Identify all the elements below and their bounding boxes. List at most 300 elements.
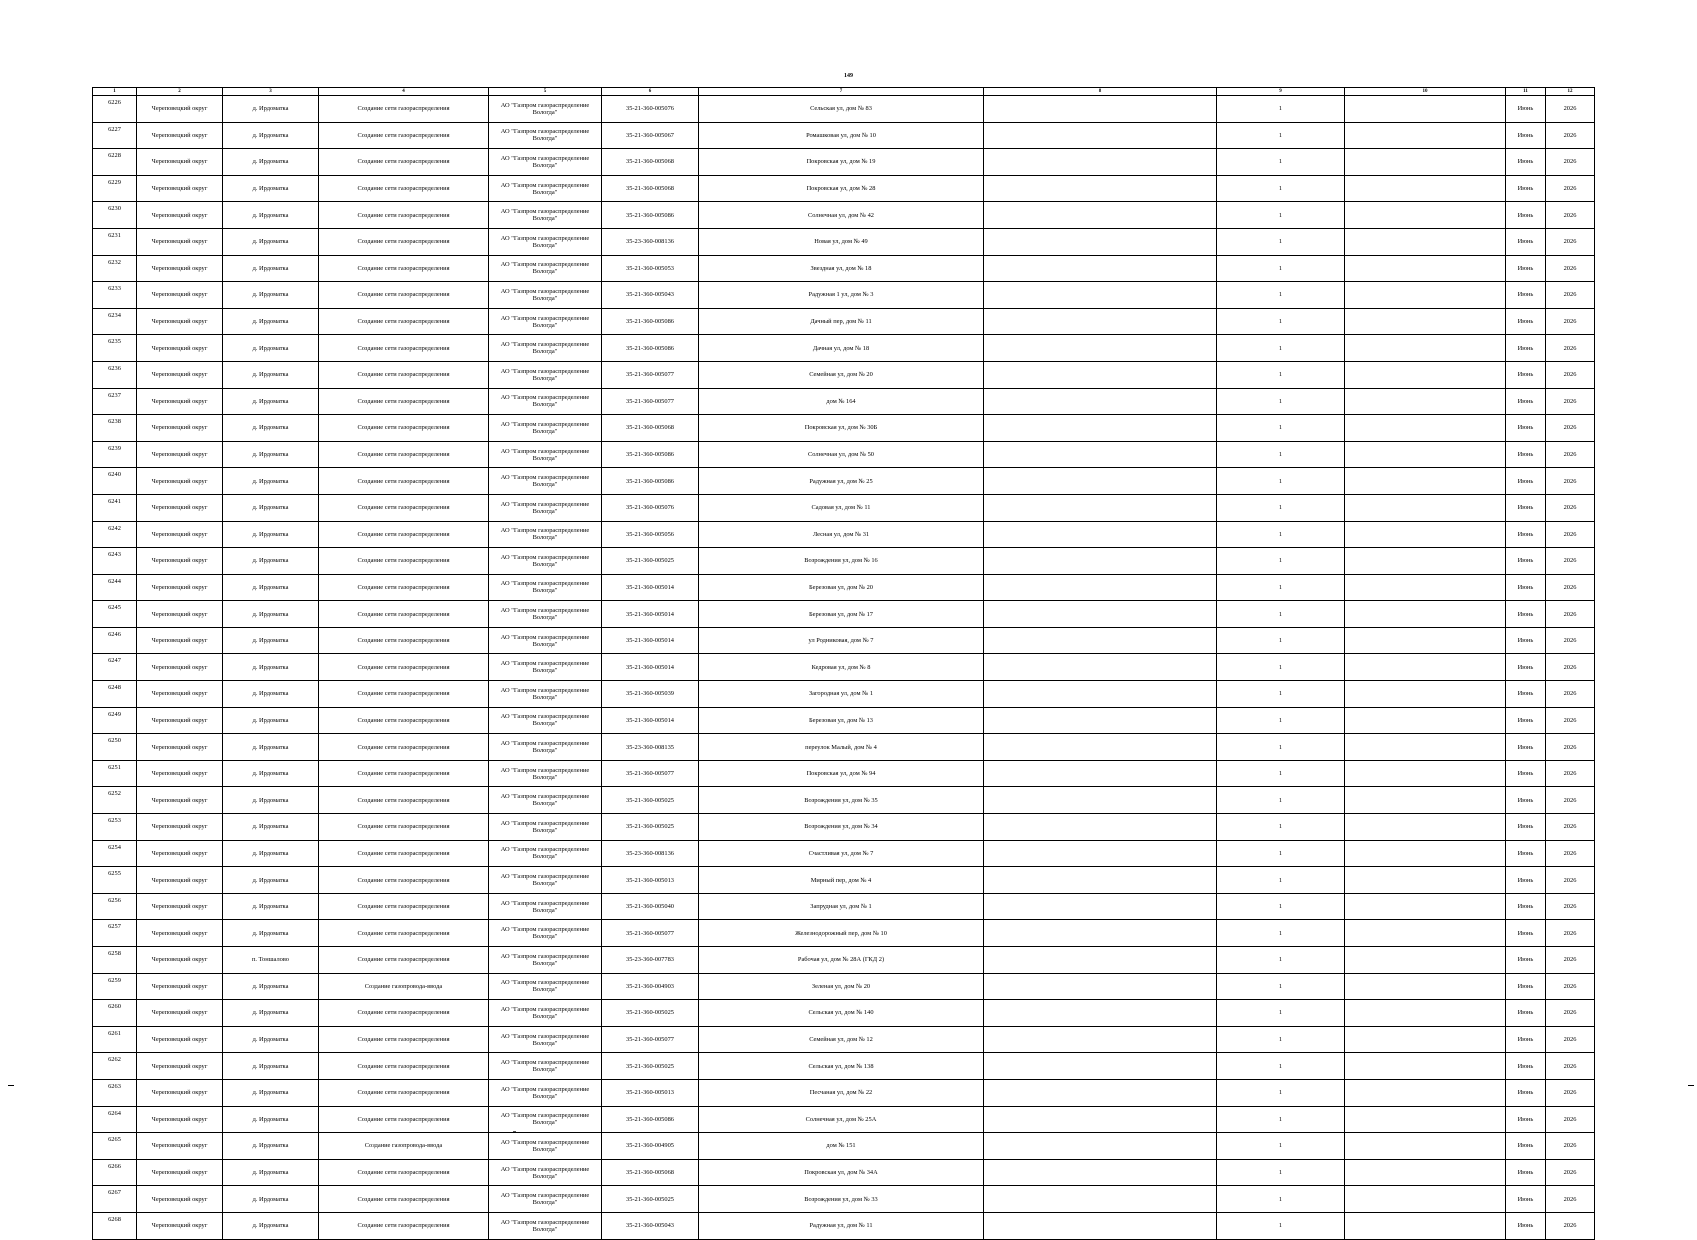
month-cell: Июнь [1506, 388, 1546, 415]
locality-cell: д. Ирдоматка [223, 149, 319, 176]
address-cell: ул Родниковая, дом № 7 [699, 627, 984, 654]
column-number-row [93, 88, 1595, 96]
address-cell: Дачный пер, дом № 11 [699, 308, 984, 335]
work-type-cell: Создание сети газораспределения [319, 1053, 489, 1080]
cadastral-number-cell: 35-21-360-005076 [602, 96, 699, 123]
cadastral-number-cell: 35-21-360-005025 [602, 814, 699, 841]
locality-cell: д. Ирдоматка [223, 415, 319, 442]
row-number-cell: 6246 [93, 627, 137, 654]
organization-cell: АО "Газпром газораспределение Вологда" [489, 707, 602, 734]
empty-cell [984, 973, 1217, 1000]
district-cell: Череповецкий округ [137, 681, 223, 708]
month-cell: Июнь [1506, 175, 1546, 202]
year-cell: 2026 [1546, 1186, 1595, 1213]
district-cell: Череповецкий округ [137, 1000, 223, 1027]
year-cell: 2026 [1546, 548, 1595, 575]
table-row [93, 122, 1595, 149]
work-type-cell: Создание сети газораспределения [319, 734, 489, 761]
empty-cell [1345, 388, 1506, 415]
locality-cell: д. Ирдоматка [223, 441, 319, 468]
cadastral-number-cell: 35-21-360-005013 [602, 867, 699, 894]
empty-cell [1345, 681, 1506, 708]
month-cell: Июнь [1506, 654, 1546, 681]
quantity-cell: 1 [1217, 1106, 1345, 1133]
district-cell: Череповецкий округ [137, 787, 223, 814]
organization-cell: АО "Газпром газораспределение Вологда" [489, 282, 602, 309]
locality-cell: д. Ирдоматка [223, 787, 319, 814]
table-row [93, 388, 1595, 415]
address-cell: переулок Малый, дом № 4 [699, 734, 984, 761]
organization-cell: АО "Газпром газораспределение Вологда" [489, 255, 602, 282]
work-type-cell: Создание сети газораспределения [319, 122, 489, 149]
organization-cell: АО "Газпром газораспределение Вологда" [489, 149, 602, 176]
district-cell: Череповецкий округ [137, 441, 223, 468]
empty-cell [1345, 282, 1506, 309]
cadastral-number-cell: 35-23-360-008136 [602, 840, 699, 867]
empty-cell [984, 1000, 1217, 1027]
work-type-cell: Создание сети газораспределения [319, 840, 489, 867]
quantity-cell: 1 [1217, 654, 1345, 681]
table-row [93, 574, 1595, 601]
empty-cell [1345, 228, 1506, 255]
address-cell: Березовая ул, дом № 20 [699, 574, 984, 601]
organization-cell: АО "Газпром газораспределение Вологда" [489, 787, 602, 814]
empty-cell [1345, 548, 1506, 575]
year-cell: 2026 [1546, 1079, 1595, 1106]
empty-cell [1345, 494, 1506, 521]
cadastral-number-cell: 35-23-360-007783 [602, 947, 699, 974]
row-number-cell: 6267 [93, 1186, 137, 1213]
row-number-cell: 6256 [93, 893, 137, 920]
row-number-cell: 6236 [93, 361, 137, 388]
district-cell: Череповецкий округ [137, 760, 223, 787]
table-row [93, 202, 1595, 229]
district-cell: Череповецкий округ [137, 1053, 223, 1080]
table-row [93, 601, 1595, 628]
address-cell: Покровская ул, дом № 19 [699, 149, 984, 176]
quantity-cell: 1 [1217, 468, 1345, 495]
district-cell: Череповецкий округ [137, 654, 223, 681]
organization-cell: АО "Газпром газораспределение Вологда" [489, 1026, 602, 1053]
table-row [93, 1159, 1595, 1186]
district-cell: Череповецкий округ [137, 627, 223, 654]
address-cell: Лесная ул, дом № 31 [699, 521, 984, 548]
address-cell: Кедровая ул, дом № 8 [699, 654, 984, 681]
locality-cell: д. Ирдоматка [223, 893, 319, 920]
locality-cell: д. Ирдоматка [223, 548, 319, 575]
empty-cell [984, 867, 1217, 894]
cadastral-number-cell: 35-21-360-005014 [602, 601, 699, 628]
month-cell: Июнь [1506, 814, 1546, 841]
month-cell: Июнь [1506, 441, 1546, 468]
row-number-cell: 6230 [93, 202, 137, 229]
organization-cell: АО "Газпром газораспределение Вологда" [489, 415, 602, 442]
empty-cell [984, 574, 1217, 601]
row-number-cell: 6263 [93, 1079, 137, 1106]
year-cell: 2026 [1546, 867, 1595, 894]
month-cell: Июнь [1506, 574, 1546, 601]
locality-cell: д. Ирдоматка [223, 734, 319, 761]
locality-cell: д. Ирдоматка [223, 1133, 319, 1160]
row-number-cell: 6249 [93, 707, 137, 734]
table-row [93, 255, 1595, 282]
table-row [93, 920, 1595, 947]
organization-cell: АО "Газпром газораспределение Вологда" [489, 893, 602, 920]
locality-cell: д. Ирдоматка [223, 1026, 319, 1053]
organization-cell: АО "Газпром газораспределение Вологда" [489, 654, 602, 681]
locality-cell: д. Ирдоматка [223, 601, 319, 628]
address-cell: Зеленая ул, дом № 20 [699, 973, 984, 1000]
month-cell: Июнь [1506, 255, 1546, 282]
work-type-cell: Создание сети газораспределения [319, 308, 489, 335]
empty-cell [1345, 122, 1506, 149]
empty-cell [1345, 707, 1506, 734]
cadastral-number-cell: 35-21-360-005043 [602, 282, 699, 309]
quantity-cell: 1 [1217, 415, 1345, 442]
organization-cell: АО "Газпром газораспределение Вологда" [489, 973, 602, 1000]
month-cell: Июнь [1506, 734, 1546, 761]
work-type-cell: Создание сети газораспределения [319, 1000, 489, 1027]
cadastral-number-cell: 35-21-360-005014 [602, 627, 699, 654]
work-type-cell: Создание сети газораспределения [319, 415, 489, 442]
month-cell: Июнь [1506, 415, 1546, 442]
quantity-cell: 1 [1217, 202, 1345, 229]
work-type-cell: Создание сети газораспределения [319, 521, 489, 548]
column-number: 3 [223, 88, 319, 96]
address-cell: Солнечная ул, дом № 42 [699, 202, 984, 229]
address-cell: Звездная ул, дом № 18 [699, 255, 984, 282]
locality-cell: д. Ирдоматка [223, 202, 319, 229]
column-number: 4 [319, 88, 489, 96]
table-row [93, 521, 1595, 548]
empty-cell [984, 734, 1217, 761]
month-cell: Июнь [1506, 787, 1546, 814]
table-row [93, 1133, 1595, 1160]
year-cell: 2026 [1546, 760, 1595, 787]
locality-cell: д. Ирдоматка [223, 255, 319, 282]
work-type-cell: Создание сети газораспределения [319, 627, 489, 654]
cadastral-number-cell: 35-23-360-008135 [602, 734, 699, 761]
organization-cell: АО "Газпром газораспределение Вологда" [489, 1053, 602, 1080]
quantity-cell: 1 [1217, 388, 1345, 415]
organization-cell: АО "Газпром газораспределение Вологда" [489, 1133, 602, 1160]
address-cell: Радужная 1 ул, дом № 3 [699, 282, 984, 309]
locality-cell: д. Ирдоматка [223, 335, 319, 362]
table-row [93, 1026, 1595, 1053]
year-cell: 2026 [1546, 920, 1595, 947]
registry-table [92, 87, 1595, 1240]
empty-cell [984, 149, 1217, 176]
organization-cell: АО "Газпром газораспределение Вологда" [489, 441, 602, 468]
locality-cell: д. Ирдоматка [223, 574, 319, 601]
district-cell: Череповецкий округ [137, 574, 223, 601]
table-row [93, 468, 1595, 495]
quantity-cell: 1 [1217, 282, 1345, 309]
year-cell: 2026 [1546, 1000, 1595, 1027]
month-cell: Июнь [1506, 973, 1546, 1000]
address-cell: Радужная ул, дом № 25 [699, 468, 984, 495]
quantity-cell: 1 [1217, 122, 1345, 149]
work-type-cell: Создание сети газораспределения [319, 468, 489, 495]
address-cell: Сельская ул, дом № 83 [699, 96, 984, 123]
empty-cell [1345, 574, 1506, 601]
month-cell: Июнь [1506, 1159, 1546, 1186]
work-type-cell: Создание газопровода-ввода [319, 1133, 489, 1160]
month-cell: Июнь [1506, 920, 1546, 947]
empty-cell [984, 1106, 1217, 1133]
table-row [93, 734, 1595, 761]
empty-cell [1345, 787, 1506, 814]
cadastral-number-cell: 35-21-360-005013 [602, 1079, 699, 1106]
locality-cell: д. Ирдоматка [223, 627, 319, 654]
work-type-cell: Создание сети газораспределения [319, 947, 489, 974]
row-number-cell: 6247 [93, 654, 137, 681]
month-cell: Июнь [1506, 96, 1546, 123]
cadastral-number-cell: 35-21-360-005067 [602, 122, 699, 149]
year-cell: 2026 [1546, 601, 1595, 628]
empty-cell [984, 1053, 1217, 1080]
work-type-cell: Создание сети газораспределения [319, 388, 489, 415]
organization-cell: АО "Газпром газораспределение Вологда" [489, 947, 602, 974]
quantity-cell: 1 [1217, 335, 1345, 362]
month-cell: Июнь [1506, 1106, 1546, 1133]
year-cell: 2026 [1546, 122, 1595, 149]
locality-cell: д. Ирдоматка [223, 468, 319, 495]
table-row [93, 228, 1595, 255]
work-type-cell: Создание сети газораспределения [319, 601, 489, 628]
empty-cell [984, 468, 1217, 495]
year-cell: 2026 [1546, 627, 1595, 654]
table-row [93, 175, 1595, 202]
work-type-cell: Создание сети газораспределения [319, 441, 489, 468]
empty-cell [1345, 1133, 1506, 1160]
quantity-cell: 1 [1217, 734, 1345, 761]
year-cell: 2026 [1546, 494, 1595, 521]
address-cell: Загородная ул, дом № 1 [699, 681, 984, 708]
district-cell: Череповецкий округ [137, 920, 223, 947]
month-cell: Июнь [1506, 893, 1546, 920]
table-row [93, 548, 1595, 575]
empty-cell [1345, 840, 1506, 867]
row-number-cell: 6245 [93, 601, 137, 628]
district-cell: Череповецкий округ [137, 202, 223, 229]
quantity-cell: 1 [1217, 1053, 1345, 1080]
quantity-cell: 1 [1217, 814, 1345, 841]
empty-cell [984, 441, 1217, 468]
table-row [93, 1000, 1595, 1027]
column-number: 11 [1506, 88, 1546, 96]
month-cell: Июнь [1506, 681, 1546, 708]
row-number-cell: 6237 [93, 388, 137, 415]
organization-cell: АО "Газпром газораспределение Вологда" [489, 202, 602, 229]
cadastral-number-cell: 35-21-360-005014 [602, 707, 699, 734]
empty-cell [984, 1026, 1217, 1053]
column-number: 8 [984, 88, 1217, 96]
cadastral-number-cell: 35-21-360-005077 [602, 760, 699, 787]
empty-cell [1345, 1000, 1506, 1027]
quantity-cell: 1 [1217, 1186, 1345, 1213]
year-cell: 2026 [1546, 175, 1595, 202]
table-row [93, 760, 1595, 787]
table-row [93, 814, 1595, 841]
locality-cell: д. Ирдоматка [223, 388, 319, 415]
month-cell: Июнь [1506, 122, 1546, 149]
year-cell: 2026 [1546, 521, 1595, 548]
row-number-cell: 6248 [93, 681, 137, 708]
address-cell: Покровская ул, дом № 94 [699, 760, 984, 787]
district-cell: Череповецкий округ [137, 1159, 223, 1186]
column-number: 12 [1546, 88, 1595, 96]
organization-cell: АО "Газпром газораспределение Вологда" [489, 1212, 602, 1239]
organization-cell: АО "Газпром газораспределение Вологда" [489, 521, 602, 548]
district-cell: Череповецкий округ [137, 840, 223, 867]
empty-cell [1345, 1186, 1506, 1213]
empty-cell [1345, 760, 1506, 787]
address-cell: Радужная ул, дом № 11 [699, 1212, 984, 1239]
locality-cell: д. Ирдоматка [223, 1159, 319, 1186]
row-number-cell: 6253 [93, 814, 137, 841]
empty-cell [1345, 627, 1506, 654]
year-cell: 2026 [1546, 973, 1595, 1000]
empty-cell [984, 228, 1217, 255]
address-cell: Возрождения ул, дом № 34 [699, 814, 984, 841]
year-cell: 2026 [1546, 441, 1595, 468]
table-row [93, 96, 1595, 123]
quantity-cell: 1 [1217, 601, 1345, 628]
address-cell: Рабочая ул, дом № 28А (ГКД 2) [699, 947, 984, 974]
empty-cell [984, 96, 1217, 123]
empty-cell [1345, 1079, 1506, 1106]
row-number-cell: 6241 [93, 494, 137, 521]
cadastral-number-cell: 35-21-360-005068 [602, 1159, 699, 1186]
table-row [93, 1053, 1595, 1080]
quantity-cell: 1 [1217, 494, 1345, 521]
table-row [93, 840, 1595, 867]
column-number: 10 [1345, 88, 1506, 96]
district-cell: Череповецкий округ [137, 1212, 223, 1239]
month-cell: Июнь [1506, 760, 1546, 787]
cadastral-number-cell: 35-21-360-005039 [602, 681, 699, 708]
organization-cell: АО "Газпром газораспределение Вологда" [489, 1000, 602, 1027]
table-row [93, 415, 1595, 442]
quantity-cell: 1 [1217, 149, 1345, 176]
year-cell: 2026 [1546, 1026, 1595, 1053]
cadastral-number-cell: 35-21-360-005077 [602, 388, 699, 415]
row-number-cell: 6265 [93, 1133, 137, 1160]
quantity-cell: 1 [1217, 840, 1345, 867]
district-cell: Череповецкий округ [137, 494, 223, 521]
organization-cell: АО "Газпром газораспределение Вологда" [489, 1106, 602, 1133]
cadastral-number-cell: 35-21-360-005025 [602, 548, 699, 575]
organization-cell: АО "Газпром газораспределение Вологда" [489, 920, 602, 947]
row-number-cell: 6252 [93, 787, 137, 814]
work-type-cell: Создание сети газораспределения [319, 202, 489, 229]
month-cell: Июнь [1506, 1026, 1546, 1053]
organization-cell: АО "Газпром газораспределение Вологда" [489, 494, 602, 521]
empty-cell [1345, 415, 1506, 442]
address-cell: Солнечная ул, дом № 50 [699, 441, 984, 468]
empty-cell [1345, 149, 1506, 176]
table-row [93, 308, 1595, 335]
empty-cell [984, 840, 1217, 867]
cadastral-number-cell: 35-21-360-005068 [602, 415, 699, 442]
locality-cell: д. Ирдоматка [223, 1106, 319, 1133]
quantity-cell: 1 [1217, 361, 1345, 388]
district-cell: Череповецкий округ [137, 734, 223, 761]
address-cell: Солнечная ул, дом № 25А [699, 1106, 984, 1133]
work-type-cell: Создание сети газораспределения [319, 175, 489, 202]
empty-cell [984, 681, 1217, 708]
year-cell: 2026 [1546, 388, 1595, 415]
work-type-cell: Создание сети газораспределения [319, 814, 489, 841]
work-type-cell: Создание сети газораспределения [319, 548, 489, 575]
empty-cell [984, 654, 1217, 681]
locality-cell: д. Ирдоматка [223, 122, 319, 149]
month-cell: Июнь [1506, 335, 1546, 362]
locality-cell: д. Ирдоматка [223, 973, 319, 1000]
quantity-cell: 1 [1217, 1212, 1345, 1239]
empty-cell [1345, 175, 1506, 202]
empty-cell [1345, 920, 1506, 947]
district-cell: Череповецкий округ [137, 707, 223, 734]
address-cell: Возрождения ул, дом № 16 [699, 548, 984, 575]
address-cell: Дачная ул, дом № 18 [699, 335, 984, 362]
table-row [93, 893, 1595, 920]
quantity-cell: 1 [1217, 947, 1345, 974]
cadastral-number-cell: 35-21-360-005068 [602, 149, 699, 176]
empty-cell [984, 947, 1217, 974]
address-cell: Песчаная ул, дом № 22 [699, 1079, 984, 1106]
table-row [93, 707, 1595, 734]
locality-cell: д. Ирдоматка [223, 1212, 319, 1239]
empty-cell [1345, 1159, 1506, 1186]
address-cell: дом № 151 [699, 1133, 984, 1160]
address-cell: Ромашковая ул, дом № 10 [699, 122, 984, 149]
address-cell: Новая ул, дом № 49 [699, 228, 984, 255]
quantity-cell: 1 [1217, 96, 1345, 123]
row-number-cell: 6268 [93, 1212, 137, 1239]
empty-cell [1345, 361, 1506, 388]
row-number-cell: 6243 [93, 548, 137, 575]
row-number-cell: 6264 [93, 1106, 137, 1133]
month-cell: Июнь [1506, 308, 1546, 335]
year-cell: 2026 [1546, 574, 1595, 601]
locality-cell: д. Ирдоматка [223, 654, 319, 681]
month-cell: Июнь [1506, 1053, 1546, 1080]
work-type-cell: Создание сети газораспределения [319, 867, 489, 894]
year-cell: 2026 [1546, 228, 1595, 255]
year-cell: 2026 [1546, 840, 1595, 867]
row-number-cell: 6259 [93, 973, 137, 1000]
empty-cell [984, 1159, 1217, 1186]
district-cell: Череповецкий округ [137, 601, 223, 628]
month-cell: Июнь [1506, 627, 1546, 654]
cadastral-number-cell: 35-21-360-005086 [602, 202, 699, 229]
address-cell: Березовая ул, дом № 13 [699, 707, 984, 734]
column-number: 9 [1217, 88, 1345, 96]
cadastral-number-cell: 35-21-360-005014 [602, 574, 699, 601]
address-cell: Мирный пер, дом № 4 [699, 867, 984, 894]
empty-cell [984, 175, 1217, 202]
month-cell: Июнь [1506, 601, 1546, 628]
year-cell: 2026 [1546, 893, 1595, 920]
empty-cell [984, 494, 1217, 521]
empty-cell [984, 627, 1217, 654]
empty-cell [1345, 654, 1506, 681]
empty-cell [1345, 1026, 1506, 1053]
address-cell: Березовая ул, дом № 17 [699, 601, 984, 628]
district-cell: Череповецкий округ [137, 1133, 223, 1160]
